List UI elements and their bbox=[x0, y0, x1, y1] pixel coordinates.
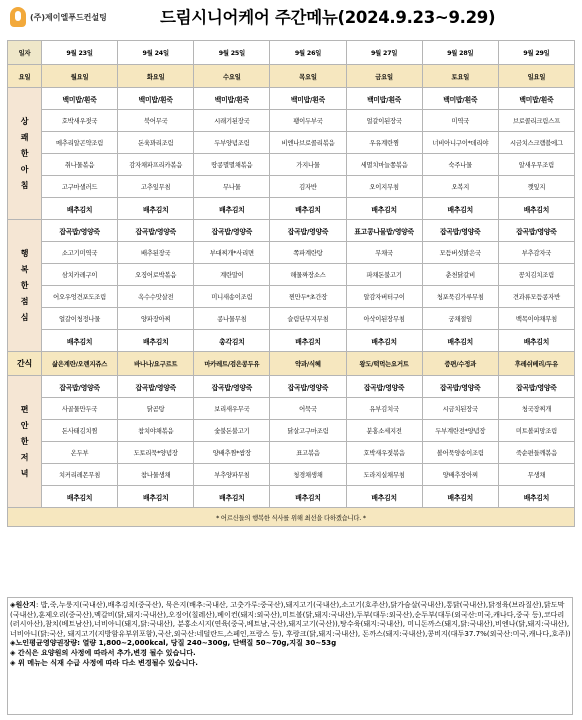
footer-notes bbox=[7, 597, 573, 715]
lunch-row bbox=[8, 264, 575, 286]
menu-item: 청포묵김가루무침 bbox=[422, 286, 498, 308]
menu-item: 계란말이 bbox=[194, 264, 270, 286]
lunch-row bbox=[8, 286, 575, 308]
menu-item: 도라지실채무침 bbox=[346, 464, 422, 486]
menu-item: 고추잎무침 bbox=[118, 176, 194, 198]
menu-item: 배추김치 bbox=[422, 486, 498, 508]
snack-item: 삶은계란/오렌지쥬스 bbox=[42, 352, 118, 376]
menu-item: 꽁치김치조림 bbox=[498, 264, 574, 286]
menu-item: 배추김치 bbox=[346, 198, 422, 220]
menu-item: 치커리레몬무침 bbox=[42, 464, 118, 486]
menu-item: 양파장아찌 bbox=[118, 308, 194, 330]
dinner-row bbox=[8, 442, 575, 464]
weekday-cell: 수요일 bbox=[194, 65, 270, 88]
dinner-label-char: 녁 bbox=[20, 468, 29, 478]
lunch-label-char: 행 bbox=[20, 248, 29, 258]
menu-item: 파채돈불고기 bbox=[346, 264, 422, 286]
breakfast-label-char: 쾌 bbox=[20, 132, 29, 142]
weekday-cell: 금요일 bbox=[346, 65, 422, 88]
date-cell: 9월 27일 bbox=[346, 41, 422, 65]
menu-item: 아삭이된장무침 bbox=[346, 308, 422, 330]
snack-row bbox=[8, 352, 575, 376]
menu-item: 닭곰탕 bbox=[118, 398, 194, 420]
menu-item: 배추김치 bbox=[42, 198, 118, 220]
menu-item: 알새우무조림 bbox=[498, 154, 574, 176]
menu-item: 백미밥/흰죽 bbox=[422, 88, 498, 110]
date-cell: 9월 25일 bbox=[194, 41, 270, 65]
menu-item: 호박새우젓볶음 bbox=[346, 442, 422, 464]
dinner-row bbox=[8, 398, 575, 420]
menu-item: 백목이야채무침 bbox=[498, 308, 574, 330]
menu-item: 미니새송이조림 bbox=[194, 286, 270, 308]
menu-item: 배추김치 bbox=[270, 486, 346, 508]
menu-item: 잡곡밥/영양죽 bbox=[194, 220, 270, 242]
menu-item: 삼치카레구이 bbox=[42, 264, 118, 286]
menu-item: 백미밥/흰죽 bbox=[194, 88, 270, 110]
dinner-row bbox=[8, 464, 575, 486]
menu-item: 배추김치 bbox=[118, 330, 194, 352]
lunch-row bbox=[8, 308, 575, 330]
menu-item: 잡곡밥/영양죽 bbox=[42, 376, 118, 398]
page-header bbox=[0, 0, 582, 36]
menu-change-note: ◈ 위 메뉴는 식재 수급 사정에 따라 다소 변경될수 있습니다. bbox=[10, 657, 198, 667]
menu-item: 견과류모듬콩자반 bbox=[498, 286, 574, 308]
origin-info: ◈원산지: 밥,죽,누룽지(국내산),배추김치(중국산), 묵은지(배추:국내산, 고춧가루:중국산),돼지고기(국내산),소고기(호주산),닭가슴살(국내산),통닭(국내산),닭정육(브라질산),닭도막(국내산),훈제오리(중국산),멕갈비(닭,돼지:국내산),오징어(칠레산),베이컨(돼지:외국산),미트볼(닭,돼지:국내산),두부(대두:외국산),순두부(대두(외국산:미국,캐나다,중국 등),코다리(러시아산),참치(베트남산),너비아니(돼지,닭:국내산), 분홍소시지(연육(중국,베트남,국산),돼지고기(국산)),탕수육(돼지:국내산), 미니돈까스(돼지,닭:국내산),비엔나(닭,돼지:국내산),너비아니(닭:국산, 돼지고기(지방함유부위포함),국산,외국산:네덜란드,스페인,프랑스 등), 후랑크(닭,돼지:국내산), 돈까스(돼지:국내산),콩비지(대두37.7%(외국산:미국,캐나다,호주)) bbox=[10, 600, 571, 638]
lunch-label-char: 점 bbox=[20, 296, 29, 306]
menu-item: 닭살고구마조림 bbox=[270, 420, 346, 442]
menu-item: 배추김치 bbox=[194, 198, 270, 220]
menu-item: 어묵국 bbox=[270, 398, 346, 420]
snack-item: 왕도/떡먹는요거트 bbox=[346, 352, 422, 376]
menu-item: 백미밥/흰죽 bbox=[346, 88, 422, 110]
menu-item: 돈사태김치찜 bbox=[42, 420, 118, 442]
dinner-label-char: 한 bbox=[20, 436, 29, 446]
dinner-label bbox=[8, 376, 42, 508]
menu-item: 도토리묵*양념장 bbox=[118, 442, 194, 464]
menu-item: 무나물 bbox=[194, 176, 270, 198]
snack-item: 증편/수정과 bbox=[422, 352, 498, 376]
weekly-menu-table bbox=[7, 40, 575, 527]
menu-item: 청경채생채 bbox=[270, 464, 346, 486]
weekday-cell: 월요일 bbox=[42, 65, 118, 88]
menu-item: 감자채파프리카볶음 bbox=[118, 154, 194, 176]
menu-item: 백미밥/흰죽 bbox=[118, 88, 194, 110]
menu-item: 온두부 bbox=[42, 442, 118, 464]
menu-item: 양배추장아찌 bbox=[422, 464, 498, 486]
menu-item: 해물짜장소스 bbox=[270, 264, 346, 286]
menu-item: 잡곡밥/영양죽 bbox=[42, 220, 118, 242]
menu-item: 배추김치 bbox=[270, 330, 346, 352]
menu-item: 김자반 bbox=[270, 176, 346, 198]
menu-item: 배추된장국 bbox=[118, 242, 194, 264]
breakfast-label-char: 상 bbox=[20, 116, 29, 126]
breakfast-row bbox=[8, 154, 575, 176]
breakfast-row bbox=[8, 176, 575, 198]
menu-item: 취나물볶음 bbox=[42, 154, 118, 176]
menu-item: 볼어묵양송이조림 bbox=[422, 442, 498, 464]
menu-item: 표고콩나물밥/영양죽 bbox=[346, 220, 422, 242]
weekday-cell: 목요일 bbox=[270, 65, 346, 88]
note-row bbox=[8, 508, 575, 527]
breakfast-row bbox=[8, 88, 575, 110]
logo-icon bbox=[10, 7, 26, 27]
snack-item: 약과/식혜 bbox=[270, 352, 346, 376]
date-cell: 9월 28일 bbox=[422, 41, 498, 65]
menu-item: 죽순편들깨볶음 bbox=[498, 442, 574, 464]
lunch-label-char: 한 bbox=[20, 280, 29, 290]
weekday-cell: 토요일 bbox=[422, 65, 498, 88]
menu-item: 분홍소세지전 bbox=[346, 420, 422, 442]
menu-item: 배추김치 bbox=[118, 486, 194, 508]
menu-item: 알감자버터구이 bbox=[346, 286, 422, 308]
lunch-row bbox=[8, 242, 575, 264]
menu-item: 백미밥/흰죽 bbox=[42, 88, 118, 110]
menu-item: 참치야채볶음 bbox=[118, 420, 194, 442]
menu-item: 돈육꽈리조림 bbox=[118, 132, 194, 154]
menu-item: 배추김치 bbox=[346, 486, 422, 508]
dinner-label-char: 저 bbox=[20, 452, 29, 462]
company-name: (주)제이엘푸드컨설팅 bbox=[30, 12, 107, 22]
menu-item: 배추김치 bbox=[270, 198, 346, 220]
menu-item: 무생채 bbox=[498, 464, 574, 486]
weekday-row bbox=[8, 65, 575, 88]
dinner-row bbox=[8, 420, 575, 442]
menu-item: 비엔나브로콜리볶음 bbox=[270, 132, 346, 154]
menu-item: 배추김치 bbox=[42, 486, 118, 508]
date-cell: 9월 29일 bbox=[498, 41, 574, 65]
menu-item: 참나물생채 bbox=[118, 464, 194, 486]
dinner-label-char: 편 bbox=[20, 404, 29, 414]
menu-item: 찐만두*초간장 bbox=[270, 286, 346, 308]
menu-item: 숙주나물 bbox=[422, 154, 498, 176]
menu-item: 두부양념조림 bbox=[194, 132, 270, 154]
breakfast-row bbox=[8, 132, 575, 154]
breakfast-row bbox=[8, 110, 575, 132]
menu-item: 양배추찜*쌈장 bbox=[194, 442, 270, 464]
menu-item: 모듬버섯맑은국 bbox=[422, 242, 498, 264]
menu-item: 메추리알곤약조림 bbox=[42, 132, 118, 154]
menu-item: 브로콜리크림스프 bbox=[498, 110, 574, 132]
menu-item: 잡곡밥/영양죽 bbox=[118, 376, 194, 398]
page-title: 드림시니어케어 주간메뉴(2024.9.23~9.29) bbox=[160, 8, 496, 27]
company-logo bbox=[10, 5, 140, 29]
breakfast-label-char: 침 bbox=[20, 180, 29, 190]
menu-item: 고구마샐러드 bbox=[42, 176, 118, 198]
lunch-label-char: 심 bbox=[20, 312, 29, 322]
menu-item: 배추김치 bbox=[194, 486, 270, 508]
menu-item: 사골물만두국 bbox=[42, 398, 118, 420]
date-row bbox=[8, 41, 575, 65]
nutrition-info: ◈노인평균영양권장량: 열량 1,800~2,000kcal, 당질 240~300g, 단백질 50~70g,지질 30~53g bbox=[10, 638, 337, 648]
breakfast-label-char: 아 bbox=[20, 164, 29, 174]
menu-item: 부추양파무침 bbox=[194, 464, 270, 486]
dinner-row bbox=[8, 486, 575, 508]
menu-item: 궁채절임 bbox=[422, 308, 498, 330]
menu-item: 소고기미역국 bbox=[42, 242, 118, 264]
menu-item: 팽이두부국 bbox=[270, 110, 346, 132]
snack-item: 바나나/요구르트 bbox=[118, 352, 194, 376]
menu-item: 호박새우젓국 bbox=[42, 110, 118, 132]
menu-item: 시금치된장국 bbox=[422, 398, 498, 420]
menu-item: 배추김치 bbox=[422, 330, 498, 352]
menu-item: 옥수수맛살전 bbox=[118, 286, 194, 308]
menu-note: * 어르신들의 행복한 식사를 위해 최선을 다하겠습니다. * bbox=[8, 508, 575, 527]
menu-item: 표고볶음 bbox=[270, 442, 346, 464]
snack-item: 마카레트/검은콩두유 bbox=[194, 352, 270, 376]
menu-item: 총각김치 bbox=[194, 330, 270, 352]
menu-item: 잡곡밥/영양죽 bbox=[270, 220, 346, 242]
dinner-label-char: 안 bbox=[20, 420, 29, 430]
menu-item: 얼갈이청정나물 bbox=[42, 308, 118, 330]
menu-item: 오이지무침 bbox=[346, 176, 422, 198]
menu-item: 배추김치 bbox=[498, 198, 574, 220]
menu-item: 우유계란찜 bbox=[346, 132, 422, 154]
menu-item: 배추김치 bbox=[42, 330, 118, 352]
lunch-row bbox=[8, 330, 575, 352]
menu-item: 잡곡밥/영양죽 bbox=[194, 376, 270, 398]
breakfast-label bbox=[8, 88, 42, 220]
menu-item: 시래기된장국 bbox=[194, 110, 270, 132]
menu-item: 잡곡밥/영양죽 bbox=[346, 376, 422, 398]
menu-item: 세멸치마늘쫑볶음 bbox=[346, 154, 422, 176]
menu-item: 배추김치 bbox=[498, 486, 574, 508]
menu-item: 잡곡밥/영양죽 bbox=[270, 376, 346, 398]
weekday-label: 요일 bbox=[8, 65, 42, 88]
menu-item: 유부김치국 bbox=[346, 398, 422, 420]
menu-item: 부대찌개*사리면 bbox=[194, 242, 270, 264]
breakfast-row bbox=[8, 198, 575, 220]
menu-item: 배추김치 bbox=[422, 198, 498, 220]
lunch-label-char: 복 bbox=[20, 264, 29, 274]
menu-item: 무채국 bbox=[346, 242, 422, 264]
menu-item: 미트볼피망조림 bbox=[498, 420, 574, 442]
menu-item: 콩나물무침 bbox=[194, 308, 270, 330]
menu-item: 쪽파계란탕 bbox=[270, 242, 346, 264]
menu-item: 슬림단무지무침 bbox=[270, 308, 346, 330]
snack-label: 간식 bbox=[8, 352, 42, 376]
menu-item: 부추감자국 bbox=[498, 242, 574, 264]
menu-item: 두부계란전*양념장 bbox=[422, 420, 498, 442]
menu-item: 잡곡밥/영양죽 bbox=[118, 220, 194, 242]
breakfast-label-char: 한 bbox=[20, 148, 29, 158]
menu-item: 오징어로박볶음 bbox=[118, 264, 194, 286]
menu-item: 숯불돈불고기 bbox=[194, 420, 270, 442]
menu-item: 청국장찌개 bbox=[498, 398, 574, 420]
menu-item: 보리새우무국 bbox=[194, 398, 270, 420]
date-label: 일자 bbox=[8, 41, 42, 65]
menu-item: 얼갈이된장국 bbox=[346, 110, 422, 132]
snack-change-note: ◈ 간식은 요양원의 사정에 따라서 추가,변경 될수 있습니다. bbox=[10, 647, 196, 657]
menu-item: 너비아니구이*데리야 bbox=[422, 132, 498, 154]
menu-item: 가지나물 bbox=[270, 154, 346, 176]
menu-item: 땅콩멸멸채볶음 bbox=[194, 154, 270, 176]
menu-item: 북어무국 bbox=[118, 110, 194, 132]
menu-item: 오복지 bbox=[422, 176, 498, 198]
snack-item: 후레쉬베리/두유 bbox=[498, 352, 574, 376]
menu-item: 시금치스크램블에그 bbox=[498, 132, 574, 154]
menu-item: 백미밥/흰죽 bbox=[270, 88, 346, 110]
lunch-row bbox=[8, 220, 575, 242]
menu-item: 배추김치 bbox=[346, 330, 422, 352]
date-cell: 9월 26일 bbox=[270, 41, 346, 65]
menu-item: 백미밥/흰죽 bbox=[498, 88, 574, 110]
menu-item: 배추김치 bbox=[118, 198, 194, 220]
menu-item: 춘천닭갈비 bbox=[422, 264, 498, 286]
lunch-label bbox=[8, 220, 42, 352]
menu-item: 잡곡밥/영양죽 bbox=[498, 220, 574, 242]
weekday-cell: 화요일 bbox=[118, 65, 194, 88]
date-cell: 9월 23일 bbox=[42, 41, 118, 65]
menu-item: 잡곡밥/영양죽 bbox=[498, 376, 574, 398]
menu-item: 잡곡밥/영양죽 bbox=[422, 220, 498, 242]
dinner-row bbox=[8, 376, 575, 398]
menu-item: 배추김치 bbox=[498, 330, 574, 352]
date-cell: 9월 24일 bbox=[118, 41, 194, 65]
menu-item: 깻잎지 bbox=[498, 176, 574, 198]
menu-item: 잡곡밥/영양죽 bbox=[422, 376, 498, 398]
weekday-cell: 일요일 bbox=[498, 65, 574, 88]
menu-item: 미역국 bbox=[422, 110, 498, 132]
menu-item: 어오우엉견포도조림 bbox=[42, 286, 118, 308]
